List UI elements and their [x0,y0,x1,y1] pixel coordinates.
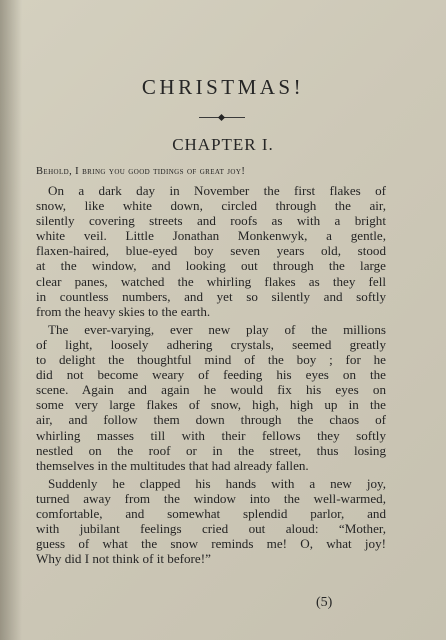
text-line: at the window, and looking out through the large [36,258,386,274]
text-line: Suddenly he clapped his hands with a new joy, [48,475,386,491]
text-line: of light, loosely adhering crystals, seemed greatly [36,336,386,352]
text-line: to delight the thoughtful mind of the boy ; for he [36,352,386,368]
paragraph-1 [36,183,386,319]
text-line: comfortable, and somewhat splendid parlor, and [36,505,386,521]
title-ornament-rule [199,117,245,118]
paragraph-3 [36,476,386,567]
text-line: nestled on the roof or in the street, thus losing [36,442,386,458]
text-line: with jubilant feelings cried out aloud: “Mother, [36,521,386,537]
body-text [36,183,386,569]
paragraph-2 [36,322,386,473]
text-line: turned away from the window into the well-warmed, [36,490,386,506]
text-line: snow, like white down, circled through the air, [36,198,386,214]
text-line: from the heavy skies to the earth. [36,303,211,319]
page-number: (5) [316,595,333,610]
text-line: air, and follow them down through the chaos of [36,412,386,428]
chapter-epigraph: Behold, I bring you good tidings of great joy! [36,166,246,177]
text-line: flaxen-haired, blue-eyed boy seven years old, stood [36,243,386,259]
text-line: whirling masses till with their fellows they softly [36,427,386,443]
book-title: CHRISTMAS! [141,75,305,99]
text-line: silently covering streets and roofs as with a bright [36,213,386,229]
text-line: Why did I not think of it before!” [36,551,211,567]
text-line: scene. Again and again he would fix his eyes on [36,382,386,398]
text-line: guess of what the snow reminds me! O, what joy! [36,536,386,552]
text-line: clear panes, watched the whirling flakes as they fell [36,273,386,289]
chapter-heading: CHAPTER I. [172,135,274,154]
text-line: On a dark day in November the first flakes of [48,183,386,198]
text-line: in countless numbers, and yet so silently and softly [36,288,386,304]
text-line: white veil. Little Jonathan Monkenwyk, a gentle, [36,228,386,244]
text-line: The ever-varying, ever new play of the millions [48,321,386,337]
text-line: some very large flakes of snow, high, high up in the [36,397,386,413]
text-line: themselves in the multitudes that had already fallen. [36,457,309,473]
text-line: did not become weary of feeding his eyes on the [36,367,386,383]
